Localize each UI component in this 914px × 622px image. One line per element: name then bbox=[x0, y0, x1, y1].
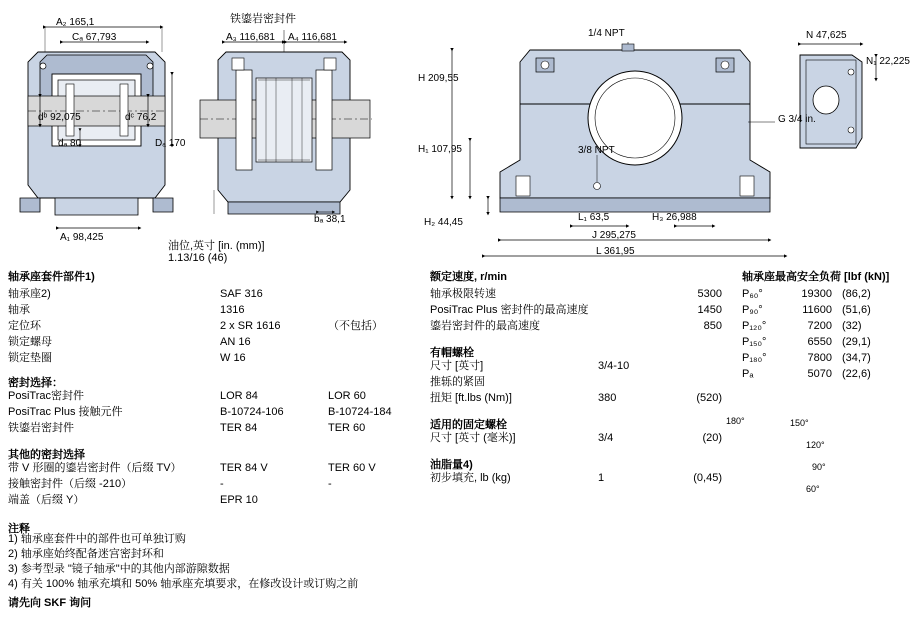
dim-Da: Dₐ 170 bbox=[155, 138, 186, 149]
table-row bbox=[8, 420, 408, 436]
seal-heading: 密封选择： bbox=[8, 377, 63, 389]
row-value-1: 1450 bbox=[697, 304, 722, 316]
row-value-1: 19300 bbox=[801, 288, 832, 300]
table-row bbox=[430, 286, 730, 302]
grease-heading: 油脂量4) bbox=[430, 459, 473, 471]
angle-label-60: 60° bbox=[806, 484, 820, 494]
dim-h2: H₂ 44,45 bbox=[424, 217, 463, 228]
table-row bbox=[8, 460, 408, 476]
oil-level-value: 1.13/16 (46) bbox=[168, 252, 228, 264]
row-value-2: (34,7) bbox=[842, 352, 871, 364]
dim-ca: Cₐ 67,793 bbox=[72, 32, 117, 43]
left-heading: 轴承座套件部件1) bbox=[8, 271, 95, 283]
other-seal-heading: 其他的密封选择 bbox=[8, 449, 85, 461]
row-value-1: 11600 bbox=[802, 304, 832, 316]
row-label: 带 V 形圈的鎏岩密封件（后缀 TV） bbox=[8, 462, 182, 474]
row-label: 尺寸 [英寸] bbox=[430, 360, 484, 372]
row-value-1: 6550 bbox=[807, 336, 832, 348]
bolt-heading: 有帽螺栓 bbox=[430, 347, 474, 359]
row-value-1: 850 bbox=[703, 320, 722, 332]
oil-level-title: 油位,英寸 [in. (mm)] bbox=[168, 240, 265, 252]
spec-tables bbox=[0, 268, 914, 622]
dim-j: J 295,275 bbox=[592, 230, 636, 241]
row-value-1: 5300 bbox=[697, 288, 722, 300]
table-row bbox=[8, 492, 408, 508]
angle-label-150: 150° bbox=[790, 418, 809, 428]
table-row bbox=[742, 350, 912, 366]
row-label: P₁₈₀° bbox=[742, 352, 767, 364]
dim-da: dₐ 80 bbox=[58, 138, 82, 149]
table-row bbox=[742, 366, 912, 382]
dim-a4: A₄ 116,681 bbox=[288, 32, 337, 43]
note-item: 4) 有关 100% 轴承充填和 50% 轴承座充填要求，在修改设计或订购之前 bbox=[8, 578, 359, 590]
table-row bbox=[742, 334, 912, 350]
row-label: PosiTrac Plus 密封件的最高速度 bbox=[430, 304, 589, 316]
dim-a2: A₂ 165,1 bbox=[56, 17, 95, 28]
label-quarter-npt: 1/4 NPT bbox=[588, 28, 625, 39]
row-label: PosiTrac Plus 接触元件 bbox=[8, 406, 123, 418]
row-value-2: (22,6) bbox=[842, 368, 871, 380]
row-label: 锁定螺母 bbox=[8, 336, 52, 348]
row-label: 定位环 bbox=[8, 320, 41, 332]
row-label: PosiTrac密封件 bbox=[8, 390, 84, 402]
speed-heading: 额定速度, r/min bbox=[430, 271, 508, 283]
row-value-1: 380 bbox=[598, 392, 617, 404]
angle-label-90: 90° bbox=[812, 462, 826, 472]
dim-h1: H₁ 107,95 bbox=[418, 144, 462, 155]
left-table bbox=[8, 268, 408, 611]
row-label: 端盖（后缀 Y） bbox=[8, 494, 85, 506]
row-value-2: - bbox=[328, 478, 332, 490]
table-row bbox=[430, 358, 730, 374]
row-label: P₆₀° bbox=[742, 288, 763, 300]
row-label: 扭矩 [ft.lbs (Nm)] bbox=[430, 392, 512, 404]
technical-drawings-panel bbox=[0, 0, 914, 270]
row-value-1: 2 x SR 1616 bbox=[220, 320, 281, 332]
table-row bbox=[8, 286, 408, 302]
angle-label-180: 180° bbox=[726, 416, 745, 426]
table-row bbox=[430, 302, 730, 318]
note-item: 2) 轴承座始终配备迷宫密封环和 bbox=[8, 548, 164, 560]
table-row bbox=[8, 334, 408, 350]
table-row bbox=[430, 470, 730, 486]
row-value-2: (32) bbox=[842, 320, 862, 332]
row-value-1: 3/4-10 bbox=[598, 360, 630, 372]
row-value-2: LOR 60 bbox=[328, 390, 366, 402]
right-table bbox=[742, 268, 912, 382]
row-label: 铁鎏岩密封件 bbox=[8, 422, 74, 434]
table-row bbox=[8, 476, 408, 492]
dim-l: L 361,95 bbox=[596, 246, 635, 257]
row-value-1: 7200 bbox=[807, 320, 832, 332]
table-row bbox=[430, 318, 730, 334]
row-label: Pₐ bbox=[742, 368, 754, 380]
dim-dc: dᶜ 76,2 bbox=[125, 112, 157, 123]
table-row bbox=[8, 404, 408, 420]
dim-h3: H₃ 26,988 bbox=[652, 212, 697, 223]
table-row bbox=[430, 390, 730, 406]
table-row bbox=[742, 302, 912, 318]
angle-label-120: 120° bbox=[806, 440, 825, 450]
dim-n1: N₁ 22,225 bbox=[866, 56, 910, 67]
row-value-1: AN 16 bbox=[220, 336, 251, 348]
row-label: P₉₀° bbox=[742, 304, 763, 316]
seal-callout-title: 铁鎏岩密封件 bbox=[230, 13, 296, 25]
row-label: P₁₅₀° bbox=[742, 336, 767, 348]
note-item: 1) 轴承座套件中的部件也可单独订购 bbox=[8, 533, 186, 545]
dim-a1: A₁ 98,425 bbox=[60, 232, 104, 243]
row-label: P₁₂₀° bbox=[742, 320, 767, 332]
row-value-2: TER 60 bbox=[328, 422, 366, 434]
row-value-2: TER 60 V bbox=[328, 462, 376, 474]
row-label: 初步填充, lb (kg) bbox=[430, 472, 511, 484]
row-value-1: 1 bbox=[598, 472, 605, 484]
note-item: 3) 参考型录 "镜子轴承"中的其他内部游隙数据 bbox=[8, 563, 230, 575]
row-value-2: (520) bbox=[696, 392, 722, 404]
dim-a3: A₃ 116,681 bbox=[226, 32, 275, 43]
middle-table bbox=[430, 268, 730, 486]
row-value-2: (86,2) bbox=[842, 288, 871, 300]
table-row bbox=[430, 374, 730, 390]
row-value-2: B-10724-184 bbox=[328, 406, 392, 418]
row-value-2: (51,6) bbox=[842, 304, 871, 316]
footer-note: 请先向 SKF 询问 bbox=[8, 597, 92, 609]
row-value-1: 7800 bbox=[807, 352, 832, 364]
row-label: 鎏岩密封件的最高速度 bbox=[430, 320, 540, 332]
load-heading: 轴承座最高安全负荷 [lbf (kN)] bbox=[742, 271, 890, 283]
row-value-1: 3/4 bbox=[598, 432, 614, 444]
row-value-2: （不包括） bbox=[328, 320, 383, 332]
dim-n: N 47,625 bbox=[806, 30, 847, 41]
row-label: 轴承 bbox=[8, 304, 30, 316]
table-row bbox=[8, 350, 408, 366]
table-row bbox=[8, 388, 408, 404]
row-value-1: - bbox=[220, 478, 224, 490]
row-value-2: (20) bbox=[702, 432, 722, 444]
row-value-1: W 16 bbox=[220, 352, 246, 364]
table-row bbox=[8, 302, 408, 318]
row-label: 轴承座2) bbox=[8, 288, 51, 300]
row-label: 推轹的紧固 bbox=[430, 376, 485, 388]
row-value-1: 1316 bbox=[220, 304, 245, 316]
notes-heading: 注释 bbox=[8, 523, 30, 535]
table-row bbox=[742, 318, 912, 334]
row-label: 锁定垫圈 bbox=[8, 352, 52, 364]
table-row bbox=[742, 286, 912, 302]
row-label: 尺寸 [英寸 (毫米)] bbox=[430, 432, 516, 444]
row-value-1: EPR 10 bbox=[220, 494, 258, 506]
dim-db: dᵇ 92,075 bbox=[38, 112, 81, 123]
row-value-2: (29,1) bbox=[842, 336, 871, 348]
label-g: G 3/4 in. bbox=[778, 114, 816, 125]
row-value-1: LOR 84 bbox=[220, 390, 258, 402]
row-value-1: TER 84 bbox=[220, 422, 258, 434]
row-label: 接触密封件（后缀 -210） bbox=[8, 478, 133, 490]
dim-h: H 209,55 bbox=[418, 73, 459, 84]
dim-l1: L₁ 63,5 bbox=[578, 212, 610, 223]
fixing-bolt-heading: 适用的固定螺栓 bbox=[430, 419, 507, 431]
row-label: 轴承极限转速 bbox=[430, 288, 496, 300]
row-value-1: TER 84 V bbox=[220, 462, 268, 474]
label-eighth-npt: 3/8 NPT bbox=[578, 145, 615, 156]
row-value-1: 5070 bbox=[807, 368, 832, 380]
row-value-1: B-10724-106 bbox=[220, 406, 284, 418]
row-value-2: (0,45) bbox=[693, 472, 722, 484]
dim-ba: bₐ 38,1 bbox=[314, 214, 346, 225]
table-row bbox=[8, 318, 408, 334]
row-value-1: SAF 316 bbox=[220, 288, 263, 300]
table-row bbox=[430, 430, 730, 446]
